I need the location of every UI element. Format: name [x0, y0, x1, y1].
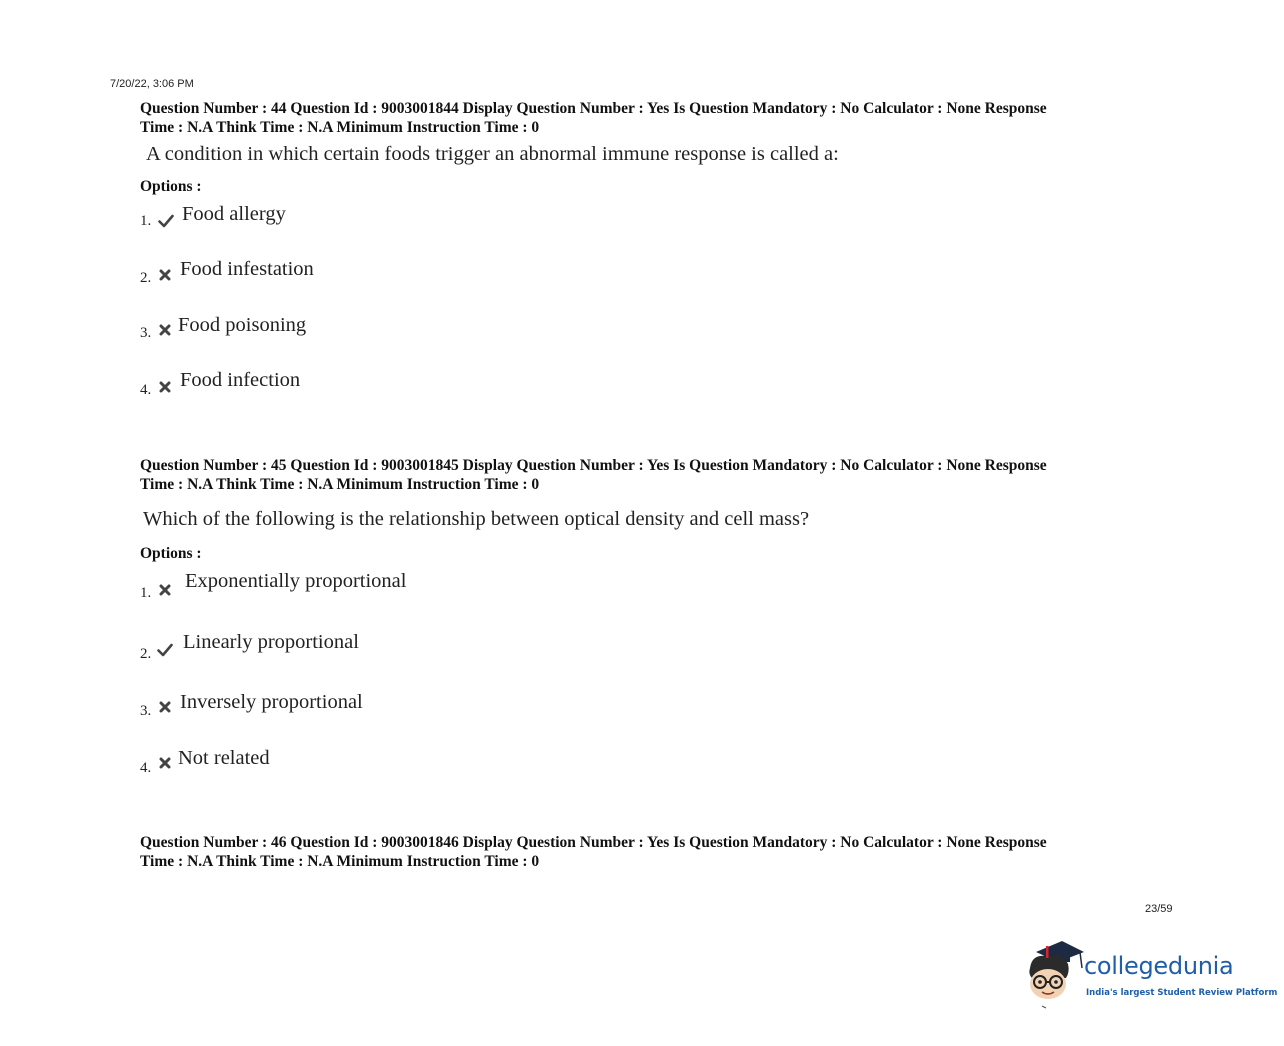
question-meta-line: Question Number : 45 Question Id : 9003001845 Display Question Number : Yes Is Question Mandatory : No Calculator : None Response: [140, 457, 1047, 474]
option-text: Food poisoning: [178, 314, 307, 336]
collegedunia-logo: [1022, 938, 1278, 1010]
cross-icon: [159, 757, 175, 771]
check-icon: [158, 214, 174, 228]
option-number: 2.: [140, 646, 152, 662]
logo-wordmark: collegedunia: [1084, 952, 1234, 980]
cross-icon: [159, 701, 175, 715]
option-text: Not related: [178, 747, 270, 769]
option-number: 1.: [140, 585, 152, 601]
option-number: 2.: [140, 270, 152, 286]
option-text: Exponentially proportional: [185, 570, 407, 592]
question-text: Which of the following is the relationship between optical density and cell mass?: [143, 508, 810, 530]
option-number: 3.: [140, 703, 152, 719]
option-text: Food infestation: [180, 258, 314, 280]
question-meta-line: Time : N.A Think Time : N.A Minimum Instruction Time : 0: [140, 119, 540, 136]
page-number: 23/59: [1145, 903, 1173, 915]
question-text: A condition in which certain foods trigger an abnormal immune response is called a:: [146, 143, 839, 165]
print-timestamp: 7/20/22, 3:06 PM: [110, 78, 194, 90]
question-meta-line: Time : N.A Think Time : N.A Minimum Instruction Time : 0: [140, 476, 540, 493]
option-number: 1.: [140, 213, 152, 229]
question-meta-line: Question Number : 46 Question Id : 9003001846 Display Question Number : Yes Is Question Mandatory : No Calculator : None Response: [140, 834, 1047, 851]
question-block: [140, 833, 1170, 873]
options-label: Options :: [140, 178, 202, 195]
cross-icon: [159, 584, 175, 598]
options-label: Options :: [140, 545, 202, 562]
option-number: 3.: [140, 325, 152, 341]
cross-icon: [159, 269, 175, 283]
logo-tagline: India's largest Student Review Platform: [1086, 988, 1278, 998]
check-icon: [157, 643, 173, 657]
cross-icon: [159, 381, 175, 395]
cross-icon: [159, 324, 175, 338]
mascot-icon: [1022, 938, 1086, 1010]
option-text: Food allergy: [182, 203, 286, 225]
option-text: Inversely proportional: [180, 691, 363, 713]
option-number: 4.: [140, 382, 152, 398]
option-text: Linearly proportional: [183, 631, 359, 653]
question-meta-line: Time : N.A Think Time : N.A Minimum Instruction Time : 0: [140, 853, 540, 870]
question-meta-line: Question Number : 44 Question Id : 9003001844 Display Question Number : Yes Is Question Mandatory : No Calculator : None Response: [140, 100, 1047, 117]
option-number: 4.: [140, 760, 152, 776]
question-block: [140, 99, 1170, 409]
question-block: [140, 456, 1170, 786]
option-text: Food infection: [180, 369, 301, 391]
